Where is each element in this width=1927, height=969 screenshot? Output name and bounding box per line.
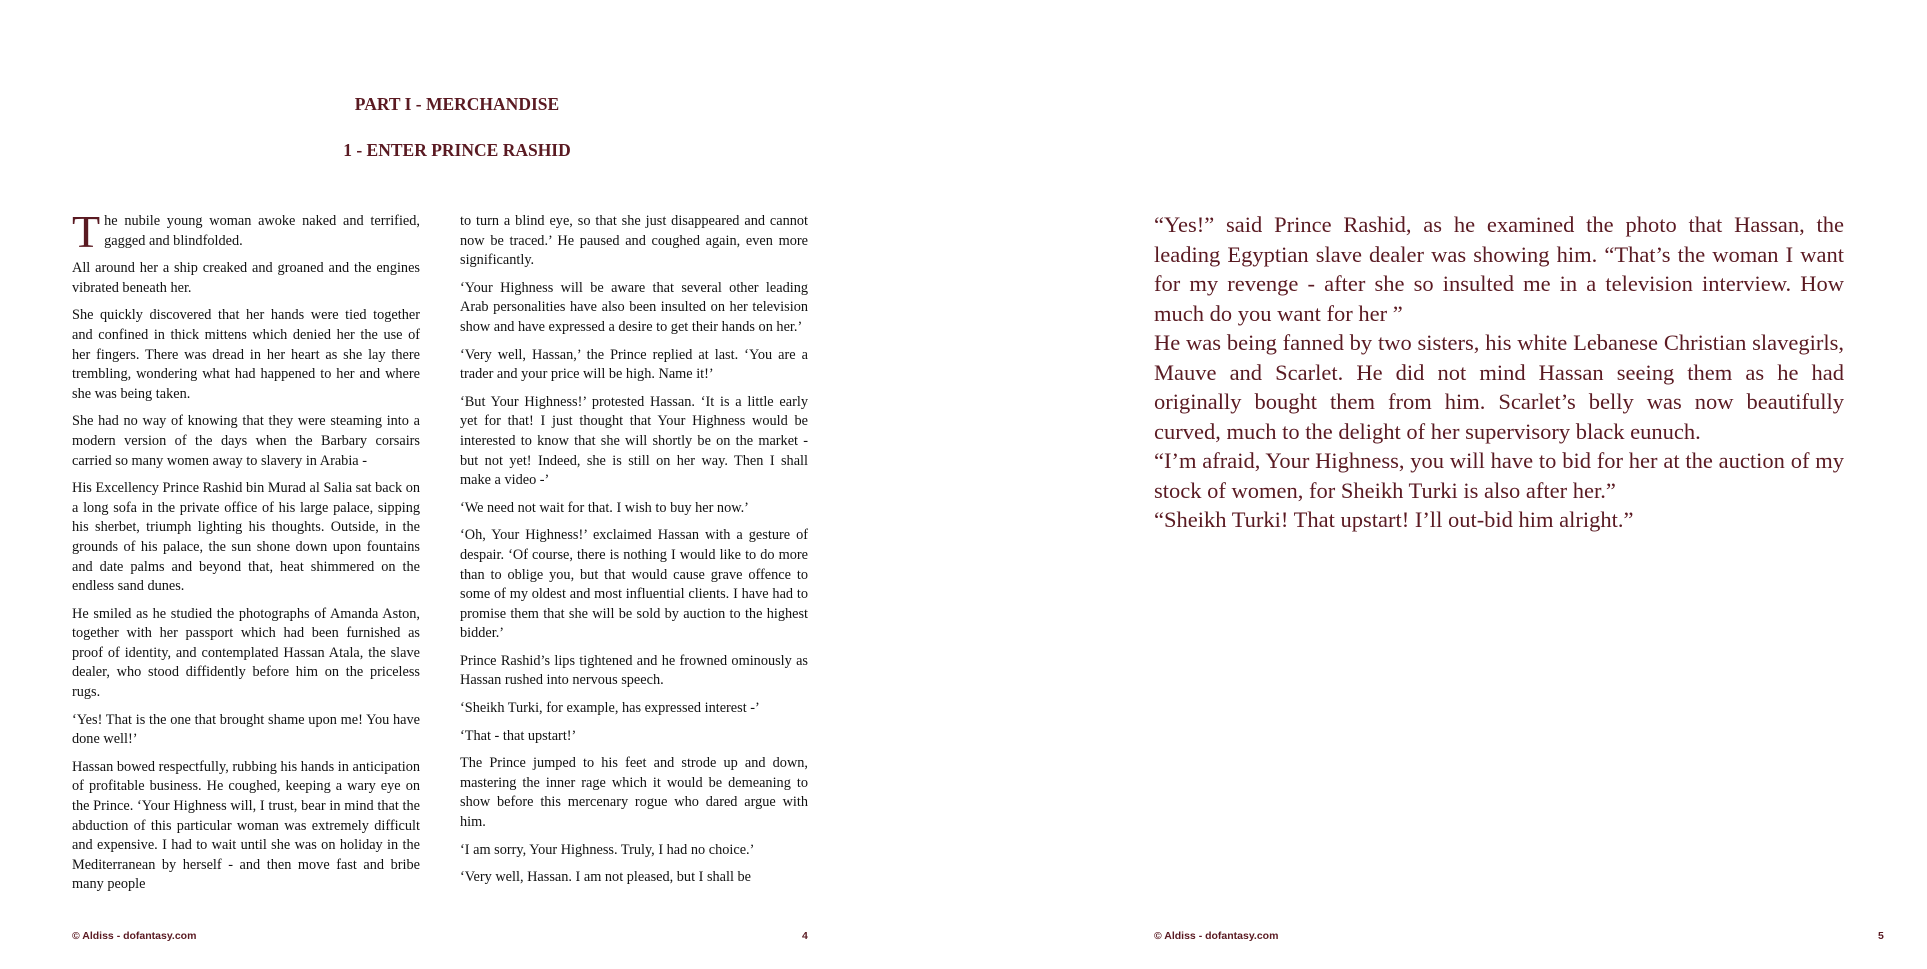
footer-copyright: © Aldiss - dofantasy.com bbox=[1154, 930, 1279, 942]
paragraph: ‘But Your Highness!’ protested Hassan. ‘It is a little early yet for that! I just thought that Your Highness would be interested to know that she will shortly be on the market - but not yet! Indeed, she is still on her way. Then I shall make a video -’ bbox=[460, 393, 808, 489]
paragraph: “Sheikh Turki! That upstart! I’ll out-bid him alright.” bbox=[1154, 507, 1634, 532]
paragraph: “I’m afraid, Your Highness, you will have to bid for her at the auction of my stock of women, for Sheikh Turki is also after her.” bbox=[1154, 448, 1844, 503]
paragraph: “Yes!” said Prince Rashid, as he examined the photo that Hassan, the leading Egyptian slave dealer was showing him. “That’s the woman I want for my revenge - after she so insulted me in a television interview. How much do you want for her ” bbox=[1154, 212, 1844, 326]
right-page bbox=[960, 0, 1927, 969]
drop-cap: T bbox=[72, 206, 101, 257]
paragraph: He smiled as he studied the photographs of Amanda Aston, together with her passport which had been furnished as proof of identity, and contemplated Hassan Atala, the slave dealer, who stood diffidently before him on the priceless rugs. bbox=[72, 605, 420, 701]
paragraph: ‘I am sorry, Your Highness. Truly, I had no choice.’ bbox=[460, 841, 755, 858]
page-number: 4 bbox=[802, 930, 808, 942]
text-column-2 bbox=[460, 212, 808, 896]
paragraph: Prince Rashid’s lips tightened and he frowned ominously as Hassan rushed into nervous speech. bbox=[460, 652, 808, 689]
text-column-1 bbox=[72, 206, 420, 903]
paragraph: He was being fanned by two sisters, his white Lebanese Christian slavegirls, Mauve and Scarlet. He did not mind Hassan seeing them as he had originally bought them from him. Scarlet’s belly was now beautifully curved, much to the delight of her supervisory black eunuch. bbox=[1154, 330, 1844, 444]
paragraph: His Excellency Prince Rashid bin Murad al Salia sat back on a long sofa in the private office of his large palace, sipping his sherbet, triumph lighting his thoughts. Outside, in the grounds of his palace, the sun shone down upon fountains and date palms and beyond that, heat shimmered on the endless sand dunes. bbox=[72, 480, 420, 595]
paragraph: to turn a blind eye, so that she just disappeared and cannot now be traced.’ He paused and coughed again, even more significantly. bbox=[460, 213, 808, 269]
paragraph: The Prince jumped to his feet and strode up and down, mastering the inner rage which it would be demeaning to show before this mercenary rogue who dared argue with him. bbox=[460, 755, 808, 831]
paragraph: ‘Sheikh Turki, for example, has expressed interest -’ bbox=[460, 700, 760, 717]
chapter-title: 1 - ENTER PRINCE RASHID bbox=[343, 140, 571, 160]
part-title: PART I - MERCHANDISE bbox=[354, 94, 560, 114]
left-page bbox=[0, 0, 960, 969]
paragraph: ‘Very well, Hassan. I am not pleased, but I shall be bbox=[460, 869, 752, 886]
paragraph: Hassan bowed respectfully, rubbing his hands in anticipation of profitable business. He coughed, keeping a wary eye on the Prince. ‘Your Highness will, I trust, bear in mind that the abduction of this particular woman was extremely difficult and expensive. I had to wait until she was on holiday in the Mediterranean by herself - and then move fast and bribe many people bbox=[72, 758, 420, 893]
paragraph: ‘We need not wait for that. I wish to buy her now.’ bbox=[460, 499, 749, 516]
paragraph: All around her a ship creaked and groaned and the engines vibrated beneath her. bbox=[72, 260, 420, 296]
paragraph bbox=[72, 206, 420, 257]
paragraph: ‘Very well, Hassan,’ the Prince replied at last. ‘You are a trader and your price will be high. Name it!’ bbox=[460, 346, 808, 383]
paragraph: She had no way of knowing that they were steaming into a modern version of the days when the Barbary corsairs carried so many women away to slavery in Arabia - bbox=[72, 413, 420, 469]
paragraph: ‘That - that upstart!’ bbox=[460, 727, 577, 744]
paragraph: ‘Yes! That is the one that brought shame upon me! You have done well!’ bbox=[72, 711, 420, 748]
paragraph: ‘Oh, Your Highness!’ exclaimed Hassan with a gesture of despair. ‘Of course, there is nothing I would like to do more than to oblige you, but that would cause grave offence to some of my oldest and most influential clients. I have had to promise them that she will be sold by auction to the highest bidder.’ bbox=[460, 527, 808, 642]
footer-copyright: © Aldiss - dofantasy.com bbox=[72, 930, 197, 942]
page-number: 5 bbox=[1878, 930, 1884, 942]
right-page-text bbox=[1154, 210, 1844, 535]
paragraph: ‘Your Highness will be aware that several other leading Arab personalities have also been insulted on her television show and have expressed a desire to get their hands on her.’ bbox=[460, 279, 808, 335]
paragraph-text: he nubile young woman awoke naked and terrified, gagged and blindfolded. bbox=[104, 213, 420, 249]
paragraph: She quickly discovered that her hands were tied together and confined in thick mittens which denied her the use of her fingers. There was dread in her heart as she lay there trembling, wondering what had happened to her and where she was being taken. bbox=[72, 307, 420, 402]
